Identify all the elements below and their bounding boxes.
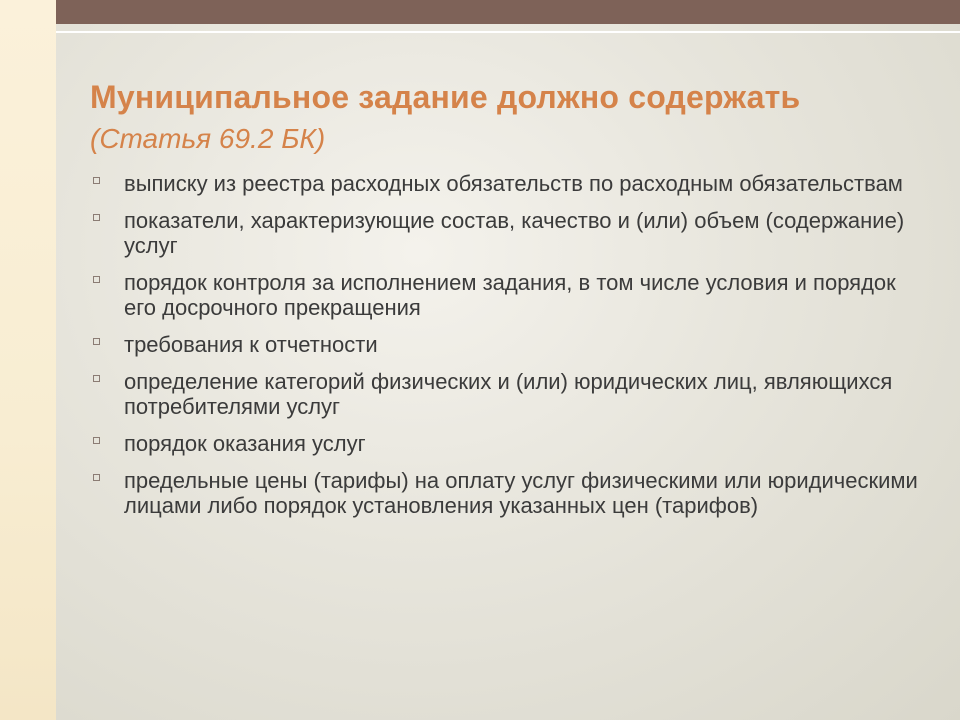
list-item-text: предельные цены (тарифы) на оплату услуг физическими или юридическими лицами либо порядок установления указанных цен (тарифов)	[124, 468, 918, 518]
list-item	[90, 431, 920, 456]
list-item-text: выписку из реестра расходных обязательств по расходным обязательствам	[124, 171, 903, 196]
list-item	[90, 208, 920, 258]
left-decorative-band	[0, 0, 56, 720]
hollow-square-icon	[93, 474, 100, 481]
list-item	[90, 332, 920, 357]
hollow-square-icon	[93, 214, 100, 221]
hollow-square-icon	[93, 338, 100, 345]
hollow-square-icon	[93, 375, 100, 382]
top-divider-line	[56, 31, 960, 33]
hollow-square-icon	[93, 437, 100, 444]
list-item-text: порядок оказания услуг	[124, 431, 366, 456]
list-item-text: определение категорий физических и (или) юридических лиц, являющихся потребителями услуг	[124, 369, 893, 419]
list-item	[90, 369, 920, 419]
list-item	[90, 171, 920, 196]
bullet-list	[90, 171, 920, 530]
list-item	[90, 468, 920, 518]
list-item-text: порядок контроля за исполнением задания, в том числе условия и порядок его досрочного прекращения	[124, 270, 896, 320]
slide-subtitle: (Статья 69.2 БК)	[90, 123, 326, 154]
slide-title: Муниципальное задание должно содержать	[90, 79, 801, 115]
list-item	[90, 270, 920, 320]
list-item-text: требования к отчетности	[124, 332, 378, 357]
hollow-square-icon	[93, 177, 100, 184]
list-item-text: показатели, характеризующие состав, качество и (или) объем (содержание) услуг	[124, 208, 905, 258]
top-color-bar	[56, 0, 960, 24]
hollow-square-icon	[93, 276, 100, 283]
